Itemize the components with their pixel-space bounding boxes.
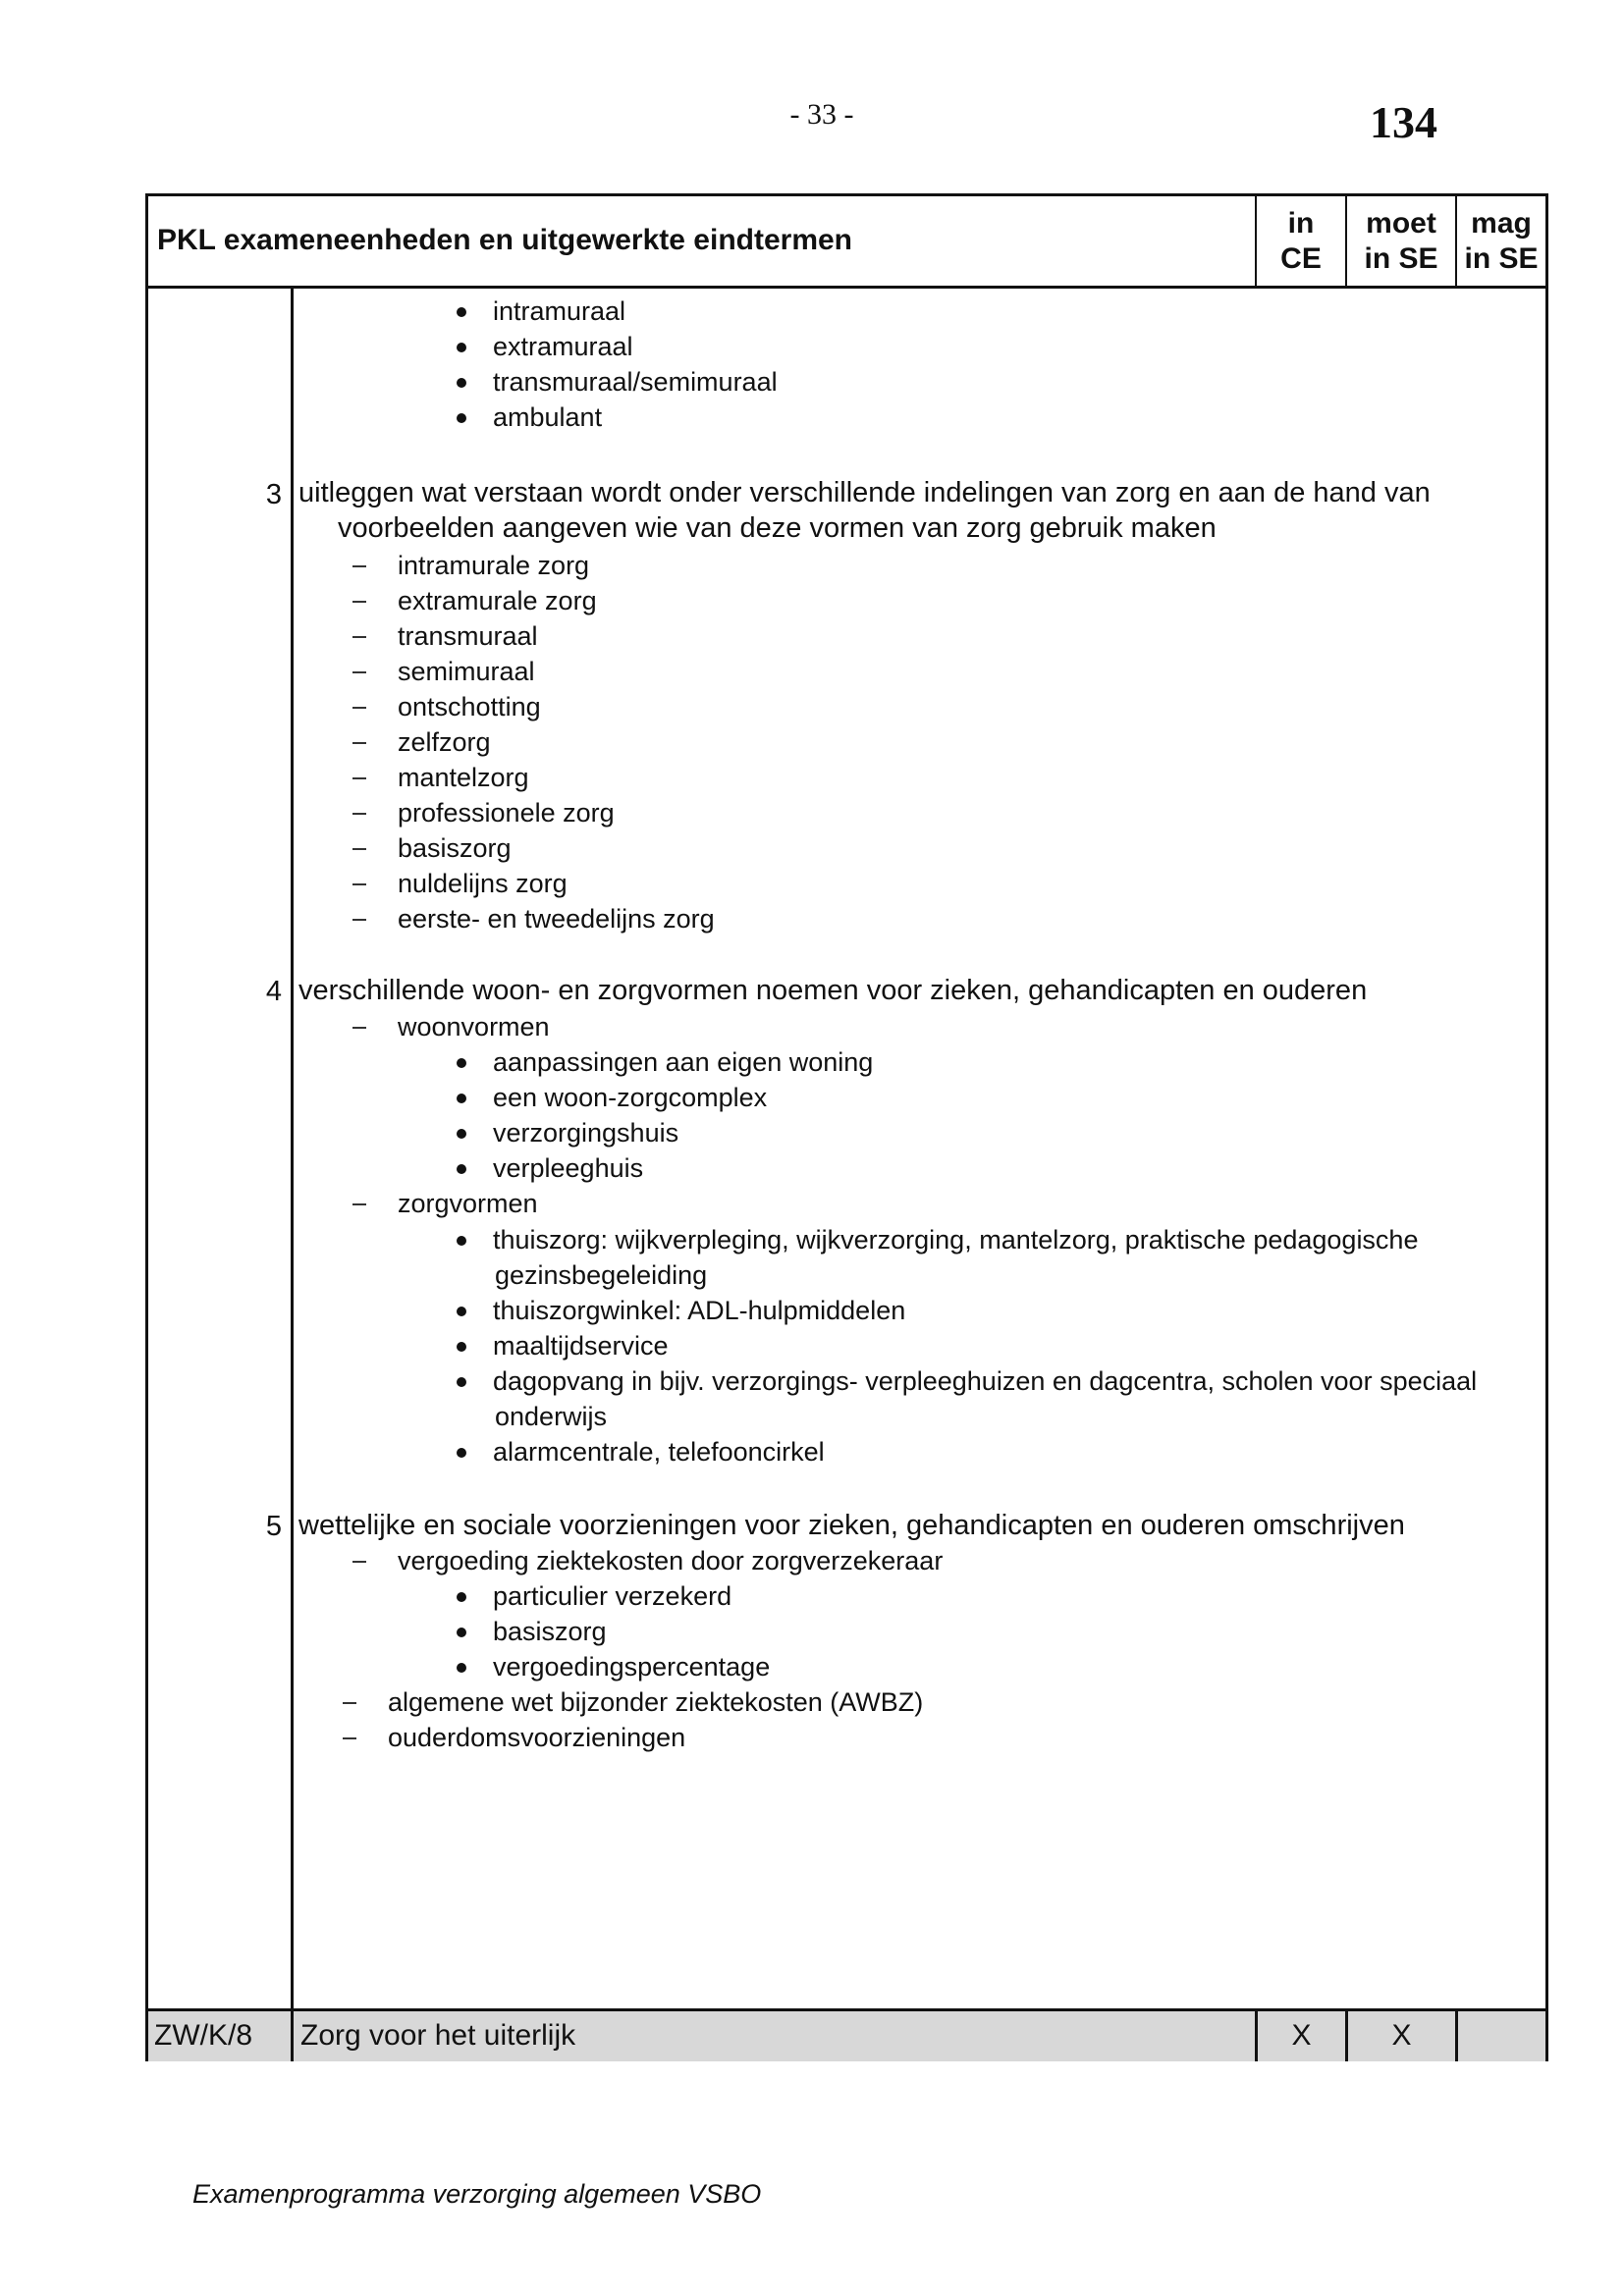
bullet-icon (457, 1307, 466, 1316)
bullet-icon (457, 1164, 466, 1174)
term-3-text-line2: voorbeelden aangeven wie van deze vormen van zorg gebruik maken (338, 512, 1217, 544)
list-item: verpleeghuis (493, 1153, 644, 1183)
page-number: - 33 - (789, 98, 854, 131)
term-number-3: 3 (265, 479, 282, 510)
bullet-icon (457, 1592, 466, 1602)
in-ce-mark: X (1255, 2011, 1345, 2061)
dash-icon (352, 848, 366, 850)
list-item: extramurale zorg (398, 586, 597, 615)
dash-icon (352, 636, 366, 638)
dash-icon (352, 1027, 366, 1029)
bullet-icon (457, 1663, 466, 1673)
dash-icon (352, 777, 366, 779)
list-item: maaltijdservice (493, 1331, 669, 1361)
list-item-continuation: gezinsbegeleiding (495, 1260, 708, 1290)
list-item: mantelzorg (398, 763, 529, 792)
list-item: intramuraal (493, 296, 626, 326)
list-item: intramurale zorg (398, 551, 590, 580)
table-header (148, 196, 1545, 289)
bullet-icon (457, 1094, 466, 1103)
dash-icon (352, 919, 366, 921)
exam-unit-title: Zorg voor het uiterlijk (300, 2019, 576, 2052)
exam-unit-row (148, 2008, 1545, 2061)
dash-icon (352, 883, 366, 885)
exam-units-table (145, 193, 1548, 2061)
list-item: nuldelijns zorg (398, 869, 568, 898)
bullet-icon (457, 1342, 466, 1352)
column-mag-in-se-line1: mag (1471, 207, 1532, 240)
list-item: verzorgingshuis (493, 1118, 679, 1148)
column-in-ce-line2: CE (1280, 242, 1322, 275)
term-4-text: verschillende woon- en zorgvormen noemen voor zieken, gehandicapten en ouderen (298, 975, 1368, 1006)
dash-icon (343, 1702, 356, 1704)
column-moet-in-se-line2: in SE (1364, 242, 1438, 275)
list-item: professionele zorg (398, 798, 615, 828)
list-item: aanpassingen aan eigen woning (493, 1047, 874, 1077)
list-item: zelfzorg (398, 727, 491, 757)
list-item: semimuraal (398, 657, 535, 686)
list-item: eerste- en tweedelijns zorg (398, 904, 715, 934)
dash-icon (352, 601, 366, 603)
dash-icon (352, 671, 366, 673)
group-label: ouderdomsvoorzieningen (388, 1723, 686, 1752)
group-label: vergoeding ziektekosten door zorgverzekeraar (398, 1546, 944, 1575)
bullet-icon (457, 1448, 466, 1458)
list-item: dagopvang in bijv. verzorgings- verpleeghuizen en dagcentra, scholen voor speciaal (493, 1366, 1478, 1396)
list-item: basiszorg (493, 1617, 607, 1646)
list-item: extramuraal (493, 332, 633, 361)
dash-icon (352, 1203, 366, 1205)
group-label: algemene wet bijzonder ziektekosten (AWBZ) (388, 1687, 924, 1717)
list-item: thuiszorgwinkel: ADL-hulpmiddelen (493, 1296, 906, 1325)
column-mag-in-se-line2: in SE (1464, 242, 1539, 275)
list-item: basiszorg (398, 833, 512, 863)
list-item: transmuraal (398, 621, 538, 651)
dash-icon (352, 565, 366, 567)
term-number-5: 5 (265, 1511, 282, 1542)
bullet-icon (457, 1628, 466, 1637)
list-item: alarmcentrale, telefooncirkel (493, 1437, 825, 1467)
list-item: vergoedingspercentage (493, 1652, 771, 1682)
list-item: een woon-zorgcomplex (493, 1083, 768, 1112)
term-content (294, 289, 1545, 2008)
list-item: ambulant (493, 402, 603, 432)
term-number-4: 4 (265, 976, 282, 1007)
list-item: transmuraal/semimuraal (493, 367, 778, 397)
moet-in-se-mark: X (1345, 2011, 1455, 2061)
column-mag-in-se (1455, 196, 1545, 286)
bullet-icon (457, 413, 466, 423)
column-moet-in-se (1345, 196, 1455, 286)
column-in-ce-line1: in (1287, 207, 1315, 240)
bullet-icon (457, 307, 466, 317)
bullet-icon (457, 378, 466, 388)
list-item-continuation: onderwijs (495, 1402, 608, 1431)
column-moet-in-se-line1: moet (1366, 207, 1436, 240)
list-item: thuiszorg: wijkverpleging, wijkverzorging, mantelzorg, praktische pedagogische (493, 1225, 1419, 1255)
list-item: ontschotting (398, 692, 541, 721)
group-label: zorgvormen (398, 1189, 538, 1218)
document-number: 134 (1370, 97, 1437, 147)
column-in-ce (1255, 196, 1345, 286)
bullet-icon (457, 1058, 466, 1068)
document-footer: Examenprogramma verzorging algemeen VSBO (192, 2179, 762, 2209)
dash-icon (352, 742, 366, 744)
group-label: woonvormen (398, 1012, 550, 1041)
term-5-text: wettelijke en sociale voorzieningen voor zieken, gehandicapten en ouderen omschrijven (298, 1510, 1405, 1541)
bullet-icon (457, 1236, 466, 1246)
mag-in-se-mark (1455, 2011, 1545, 2061)
list-item: particulier verzekerd (493, 1581, 732, 1611)
dash-icon (352, 813, 366, 815)
bullet-icon (457, 1377, 466, 1387)
term-3-text-line1: uitleggen wat verstaan wordt onder verschillende indelingen van zorg en aan de hand van (298, 477, 1431, 508)
table-header-title: PKL exameneenheden en uitgewerkte eindtermen (157, 224, 853, 256)
dash-icon (343, 1737, 356, 1739)
dash-icon (352, 1561, 366, 1563)
bullet-icon (457, 343, 466, 352)
exam-unit-code: ZW/K/8 (148, 2011, 294, 2061)
term-number-column (148, 289, 294, 2008)
bullet-icon (457, 1129, 466, 1139)
dash-icon (352, 707, 366, 709)
